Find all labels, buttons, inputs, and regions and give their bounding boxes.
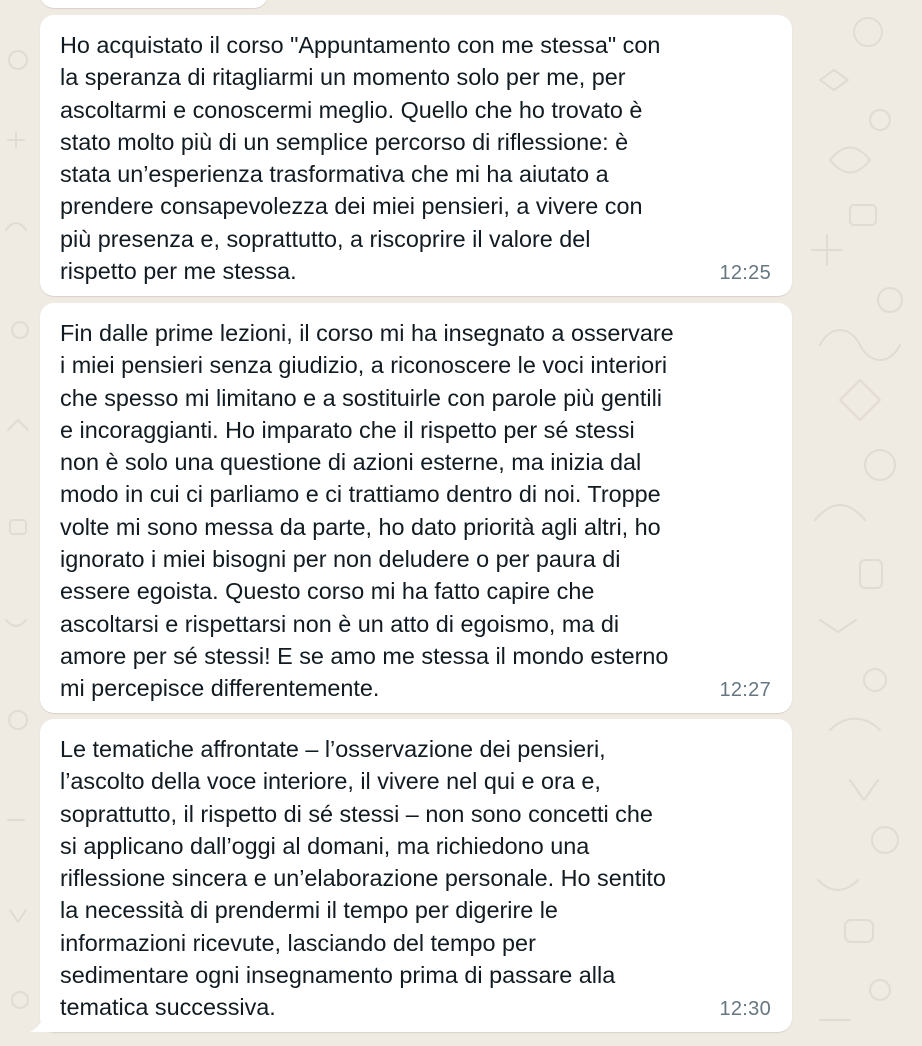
bubble-tail-icon	[30, 1012, 52, 1032]
message-text: Le tematiche affrontate – l’osservazione dei pensieri, l’ascolto della voce interiore, il vivere nel qui e ora e, soprattutto, il rispetto di sé stessi – non sono concetti che si applicano dall’oggi al domani, ma richiedono una riflessione sincera e un’elaborazione personale. Ho sentito la necessità di prendermi il tempo per digerire le informazioni ricevute, lasciando del tempo per sedimentare ogni insegnamento prima di passare alla tematica successiva.	[60, 736, 666, 1021]
message-bubble[interactable]	[40, 303, 792, 713]
previous-message-bubble[interactable]	[40, 0, 268, 8]
message-text: Ho acquistato il corso "Appuntamento con me stessa" con la speranza di ritagliarmi un momento solo per me, per ascoltarmi e conoscermi meglio. Quello che ho trovato è stato molto più di un semplice percorso di riflessione: è stata un’esperienza trasformativa che mi ha aiutato a prendere consapevolezza dei miei pensieri, a vivere con più presenza e, soprattutto, a riscoprire il valore del rispetto per me stessa.	[60, 32, 661, 285]
message-timestamp: 12:30	[719, 998, 771, 1020]
message-text: Fin dalle prime lezioni, il corso mi ha insegnato a osservare i miei pensieri senza giudizio, a riconoscere le voci interiori che spesso mi limitano e a sostituirle con parole più gentili e incoraggianti. Ho imparato che il rispetto per sé stessi non è solo una questione di azioni esterne, ma inizia dal modo in cui ci parliamo e ci trattiamo dentro di noi. Troppe volte mi sono messa da parte, ho dato priorità agli altri, ho ignorato i miei bisogni per non deludere o per paura di essere egoista. Questo corso mi ha fatto capire che ascoltarsi e rispettarsi non è un atto di egoismo, ma di amore per sé stessi! E se amo me stessa il mondo esterno mi percepisce differentemente.	[60, 320, 674, 702]
message-bubble[interactable]	[40, 719, 792, 1032]
message-timestamp: 12:27	[719, 679, 771, 701]
message-bubble[interactable]	[40, 15, 792, 296]
message-timestamp: 12:25	[719, 262, 771, 284]
